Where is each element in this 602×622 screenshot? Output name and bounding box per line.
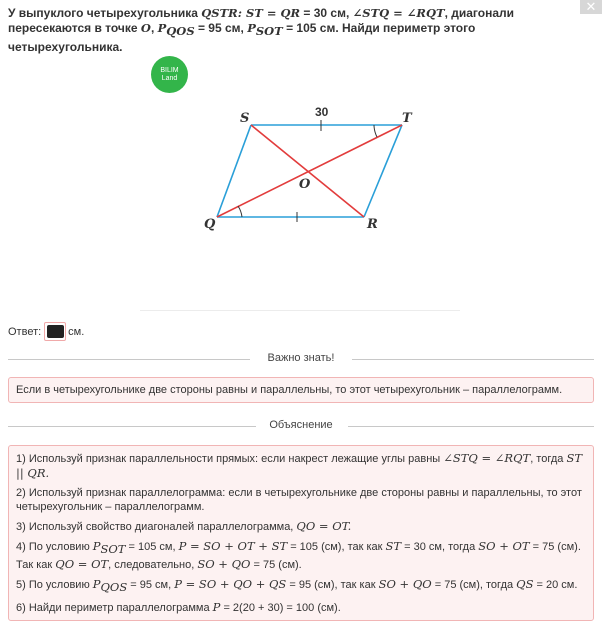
step-3: 3) Используй свойство диагоналей параллелограмма, QO = OT.	[16, 519, 352, 533]
explanation-box	[8, 445, 594, 621]
side-tr	[364, 125, 402, 217]
vertex-label-q: Q	[204, 217, 216, 232]
step-4: 4) По условию $P_{SOT} = 105$ см, P = SO + OT + ST = 105 (см), так как ST = 30 см, тогда SO + OT = 75 (см). Так как QO = OT, следовательно, SO + QO = 75 (см).	[16, 539, 581, 572]
important-separator	[8, 352, 594, 366]
explanation-separator	[8, 419, 594, 433]
diagonal-qt	[217, 125, 402, 217]
divider	[140, 310, 460, 311]
quadrilateral-figure	[190, 100, 430, 235]
bilimland-logo: BILIM Land	[151, 56, 188, 93]
angle-arc-q	[238, 206, 242, 217]
side-length-label: 30	[315, 105, 329, 119]
vertex-label-t: T	[402, 111, 412, 126]
answer-unit: см.	[68, 325, 85, 338]
scribble-mark	[47, 325, 64, 338]
vertex-label-s: S	[240, 111, 250, 126]
step-6: 6) Найди периметр параллелограмма P = 2(20 + 30) = 100 (см).	[16, 600, 341, 615]
answer-label: Ответ:	[8, 325, 42, 338]
important-box	[8, 377, 594, 403]
step-5: 5) По условию $P_{QOS} = 95$ см, P = SO + QO + QS = 95 (см), так как SO + QO = 75 (см), тогда QS = 20 см.	[16, 577, 578, 595]
answer-input[interactable]	[44, 322, 66, 341]
close-icon[interactable]: ✕	[580, 0, 602, 14]
angle-arc-t	[374, 125, 377, 137]
explanation-title: Объяснение	[257, 419, 344, 431]
diagonal-sr	[251, 125, 364, 217]
point-label-o: O	[299, 177, 311, 192]
problem-statement: У выпуклого четырехугольника QSTR: ST = QR = 30 см, ∠STQ = ∠RQT, диагонали пересекаются в точке O, $P_{QOS} = 95$ см, $P_{SOT} = 105$ см. Найди периметр этого четырехугольника.	[8, 6, 514, 55]
step-1: 1) Используй признак параллельности прямых: если накрест лежащие углы равны ∠STQ = ∠RQT, тогда ST || QR.	[16, 451, 583, 480]
answer-row	[8, 322, 84, 341]
important-title: Важно знать!	[256, 352, 347, 364]
vertex-label-r: R	[367, 217, 378, 232]
important-text: Если в четырехугольнике две стороны равны и параллельны, то этот четырехугольник – параллелограмм.	[16, 384, 563, 396]
step-2: 2) Используй признак параллелограмма: если в четырехугольнике две стороны равны и параллельны, то этот четырехугольник – параллелограмм.	[16, 487, 582, 513]
